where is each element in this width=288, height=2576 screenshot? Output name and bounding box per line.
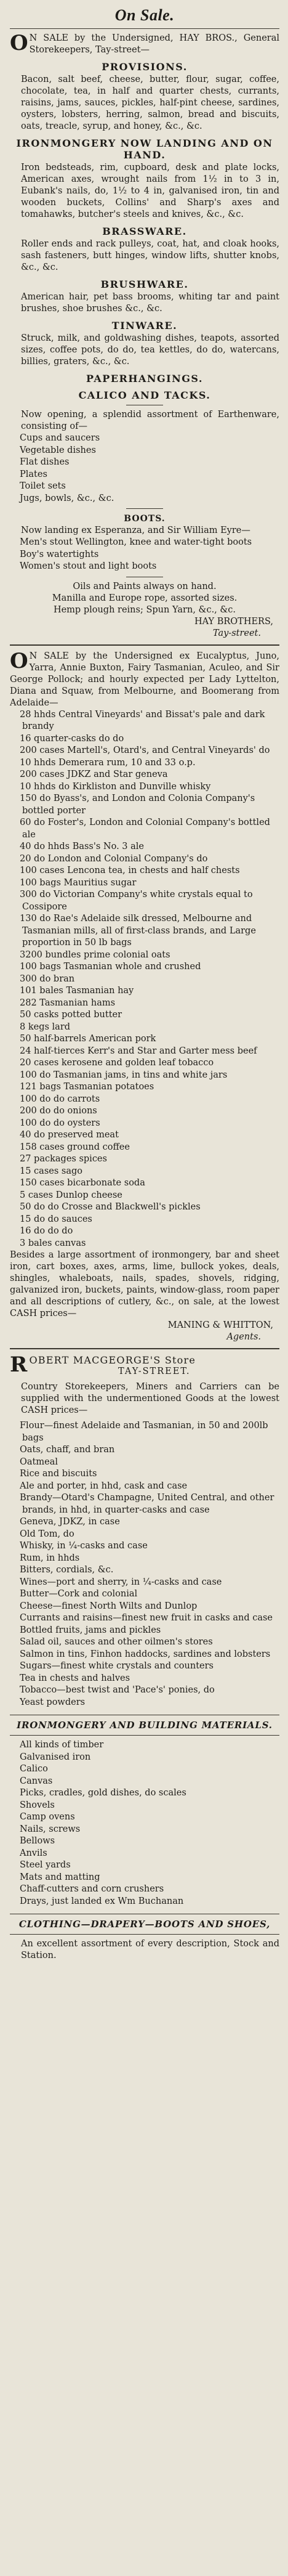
list-item: Currants and raisins—finest new fruit in casks and case — [20, 1613, 273, 1623]
list-item: Oats, chaff, and bran — [20, 1445, 115, 1455]
list-item: Cups and saucers — [20, 433, 100, 443]
paperhangings-heading: PAPERHANGINGS. — [86, 373, 203, 384]
list-item: Camp ovens — [20, 1812, 75, 1822]
list-item: 3200 bundles prime colonial oats — [20, 949, 170, 960]
boots-intro: Now landing ex Esperanza, and Sir William Eyre— — [21, 526, 250, 535]
macgeorge-sub: TAY-STREET. — [118, 1367, 191, 1376]
macgeorge-intro: Country Storekeepers, Miners and Carriers can be supplied with the undermentioned Goods at the lowest CASH prices— — [21, 1382, 279, 1415]
tinware-heading: TINWARE. — [111, 320, 178, 331]
hay-signature-place: Tay-street. — [212, 628, 261, 638]
divider — [10, 644, 279, 646]
list-item: Brandy—Otard's Champagne, United Central, and other brands, in hhd, in quarter-casks and case — [20, 1493, 274, 1515]
list-item: 24 half-tierces Kerr's and Star and Garter mess beef — [20, 1046, 257, 1056]
clothing-body: An excellent assortment of every description, Stock and Station. — [21, 1939, 279, 1960]
list-item: Anvils — [20, 1848, 47, 1858]
list-item: Canvas — [20, 1776, 53, 1786]
ironmongery-heading: IRONMONGERY NOW LANDING AND ON HAND. — [16, 137, 273, 161]
macgeorge-title: ROBERT MACGEORGE'S Store — [10, 1352, 196, 1377]
list-item: Wines—port and sherry, in ¼-casks and case — [20, 1577, 222, 1587]
list-item: 10 hhds Demerara rum, 10 and 33 o.p. — [20, 757, 196, 768]
list-item: 50 do do Crosse and Blackwell's pickles — [20, 1202, 201, 1212]
list-item: 15 do do sauces — [20, 1214, 92, 1224]
list-item: Chaff-cutters and corn crushers — [20, 1884, 164, 1894]
dropcap: R — [10, 1352, 28, 1377]
list-item: 101 bales Tasmanian hay — [20, 986, 134, 996]
maning-goods-list — [10, 709, 279, 1250]
list-item: Plates — [20, 469, 47, 479]
list-item: Women's stout and light boots — [20, 561, 157, 571]
list-item: Rum, in hhds — [20, 1553, 80, 1563]
macgeorge-advert — [10, 1354, 279, 1962]
list-item: Drays, just landed ex Wm Buchanan — [20, 1896, 184, 1906]
divider — [10, 1735, 279, 1736]
provisions-heading: PROVISIONS. — [102, 61, 188, 73]
list-item: Ale and porter, in hhd, cask and case — [20, 1481, 188, 1491]
list-item: 8 kegs lard — [20, 1022, 71, 1032]
provisions-body: Bacon, salt beef, cheese, butter, flour, sugar, coffee, chocolate, tea, in half and quarter chests, currants, raisins, jams, sauces, pickles, half-pint cheese, sardines, oysters, lobsters, herring, salmon, bread and biscuits, oats, treacle, syrup, and honey, &c., &c. — [21, 75, 279, 131]
maning-whitton-advert — [10, 648, 279, 1344]
list-item: 100 cases Lencona tea, in chests and half chests — [20, 866, 240, 876]
list-item: 10 hhds do Kirkliston and Dunville whisky — [20, 781, 211, 792]
list-item: 200 do do onions — [20, 1106, 97, 1116]
hay-bros-advert — [10, 33, 279, 640]
dropcap: O — [10, 31, 28, 55]
maning-intro: O N SALE by the Undersigned ex Eucalyptus, Juno, Yarra, Annie Buxton, Fairy Tasmanian, Aculeo, and Sir George Pollock; and hourly expected per Lady Lyttelton, Diana and Squaw, from Melbourne, and Boomerang from Adelaide— — [10, 648, 279, 708]
list-item: 50 casks potted butter — [20, 1010, 122, 1020]
divider — [10, 1348, 279, 1349]
divider — [10, 1934, 279, 1935]
list-item: Picks, cradles, gold dishes, do scales — [20, 1788, 186, 1798]
hay-signature: HAY BROTHERS, — [194, 616, 273, 627]
ironmongery-building-heading: IRONMONGERY AND BUILDING MATERIALS. — [17, 1720, 273, 1731]
list-item: 150 cases bicarbonate soda — [20, 1178, 145, 1188]
list-item: Bellows — [20, 1836, 55, 1846]
list-item: 50 half-barrels American pork — [20, 1034, 156, 1044]
list-item: 130 do Rae's Adelaide silk dressed, Melbourne and Tasmanian mills, all of first-class brands, and Large proportion in 50 lb bags — [20, 914, 256, 948]
list-item: Mats and matting — [20, 1872, 100, 1882]
brassware-heading: BRASSWARE. — [102, 226, 187, 237]
list-item: Cheese—finest North Wilts and Dunlop — [20, 1601, 198, 1611]
brassware-body: Roller ends and rack pulleys, coat, hat, and cloak hooks, sash fasteners, butt hinges, window lifts, shutter knobs, &c., &c. — [21, 239, 279, 272]
list-item: 300 do bran — [20, 973, 75, 984]
list-item: Bottled fruits, jams and pickles — [20, 1625, 161, 1635]
brushware-heading: BRUSHWARE. — [100, 278, 189, 290]
ironmongery-body: Iron bedsteads, rim, cupboard, desk and plate locks, American axes, wrought nails from 1½ in to 3 in, Eubank's nails, do, 1½ to 4 in, galvanised iron, tin and wooden buckets, Collins' and Sharp's axes and tomahawks, butcher's steels and knives, &c., &c. — [21, 163, 279, 219]
earthenware-list — [10, 433, 279, 505]
divider — [10, 28, 279, 29]
section-masthead: On Sale. — [114, 6, 175, 24]
list-item: Rice and biscuits — [20, 1469, 97, 1479]
boots-list — [10, 537, 279, 573]
list-item: 100 bags Mauritius sugar — [20, 877, 137, 888]
oils-line: Oils and Paints always on hand. — [73, 581, 217, 591]
manila-line: Manilla and Europe rope, assorted sizes. — [52, 593, 238, 603]
list-item: Vegetable dishes — [20, 445, 96, 455]
list-item: 300 do Victorian Company's white crystals equal to Cossipore — [20, 890, 253, 912]
list-item: Old Tom, do — [20, 1529, 74, 1539]
list-item: 5 cases Dunlop cheese — [20, 1190, 122, 1200]
list-item: Toilet sets — [20, 481, 66, 491]
hemp-line: Hemp plough reins; Spun Yarn, &c., &c. — [53, 604, 236, 615]
list-item: 200 cases JDKZ and Star geneva — [20, 770, 168, 779]
short-divider — [126, 508, 163, 509]
list-item: 20 cases kerosene and golden leaf tobacco — [20, 1058, 214, 1068]
maning-closing: Besides a large assortment of ironmongery, bar and sheet iron, cart boxes, axes, arms, lime, bullock yokes, deals, shingles, whaleboats, nails, spades, shovels, ridging, galvanized iron, buckets, paints, window-glass, room paper and all descriptions of cutlery, &c., on sale, at the lowest CASH prices— — [10, 1250, 279, 1318]
calico-heading: CALICO AND TACKS. — [78, 389, 211, 401]
maning-signature: MANING & WHITTON, — [167, 1320, 273, 1330]
list-item: Butter—Cork and colonial — [20, 1589, 138, 1599]
list-item: Galvanised iron — [20, 1752, 91, 1762]
list-item: Yeast powders — [20, 1697, 86, 1707]
list-item: 40 do hhds Bass's No. 3 ale — [20, 842, 144, 851]
list-item: Jugs, bowls, &c., &c. — [20, 493, 114, 503]
list-item: Flat dishes — [20, 457, 70, 467]
brushware-body: American hair, pet bass brooms, whiting tar and paint brushes, shoe brushes &c., &c. — [21, 292, 279, 314]
list-item: 16 do do do — [20, 1226, 73, 1236]
list-item: Tobacco—best twist and 'Pace's' ponies, do — [20, 1685, 215, 1695]
list-item: 20 do London and Colonial Company's do — [20, 853, 208, 864]
list-item: Steel yards — [20, 1860, 71, 1870]
list-item: 100 do do carrots — [20, 1094, 100, 1104]
list-item: 200 cases Martell's, Otard's, and Central Vineyards' do — [20, 746, 270, 755]
list-item: 100 bags Tasmanian whole and crushed — [20, 962, 201, 972]
list-item: Men's stout Wellington, knee and water-tight boots — [20, 537, 252, 547]
list-item: 150 do Byass's, and London and Colonia Company's bottled porter — [20, 794, 255, 816]
list-item: 15 cases sago — [20, 1166, 82, 1176]
list-item: Salmon in tins, Finhon haddocks, sardines and lobsters — [20, 1649, 271, 1659]
list-item: 27 packages spices — [20, 1154, 107, 1164]
list-item: Boy's watertights — [20, 549, 99, 559]
list-item: Oatmeal — [20, 1457, 58, 1467]
hay-intro: O N SALE by the Undersigned, HAY BROS., General Storekeepers, Tay-street— — [10, 31, 279, 55]
list-item: 3 bales canvas — [20, 1238, 86, 1248]
clothing-heading: CLOTHING—DRAPERY—BOOTS AND SHOES, — [18, 1919, 271, 1930]
earthenware-intro: Now opening, a splendid assortment of Earthenware, consisting of— — [21, 410, 279, 431]
list-item: All kinds of timber — [20, 1740, 104, 1750]
list-item: Nails, screws — [20, 1824, 81, 1834]
list-item: Whisky, in ¼-casks and case — [20, 1541, 148, 1551]
list-item: 40 do preserved meat — [20, 1130, 119, 1140]
maning-signature-sub: Agents. — [226, 1332, 261, 1342]
list-item: 282 Tasmanian hams — [20, 997, 116, 1008]
list-item: 100 do Tasmanian jams, in tins and white jars — [20, 1070, 228, 1080]
boots-heading: BOOTS. — [124, 514, 166, 524]
newspaper-column — [6, 0, 282, 1962]
list-item: Flour—finest Adelaide and Tasmanian, in 50 and 200lb bags — [20, 1421, 268, 1443]
list-item: Tea in chests and halves — [20, 1673, 130, 1683]
list-item: Geneva, JDKZ, in case — [20, 1517, 120, 1527]
list-item: 121 bags Tasmanian potatoes — [20, 1082, 154, 1092]
macgeorge-goods-list — [10, 1420, 279, 1709]
list-item: Bitters, cordials, &c. — [20, 1565, 114, 1575]
list-item: 100 do do oysters — [20, 1118, 100, 1128]
list-item: Sugars—finest white crystals and counters — [20, 1661, 214, 1671]
dropcap: O — [10, 648, 28, 673]
list-item: 60 do Foster's, London and Colonial Company's bottled ale — [20, 818, 270, 840]
list-item: Salad oil, sauces and other oilmen's stores — [20, 1637, 213, 1647]
tinware-body: Struck, milk, and goldwashing dishes, teapots, assorted sizes, coffee pots, do do, tea kettles, do do, watercans, billies, graters, &c., &c. — [21, 333, 279, 367]
list-item: Shovels — [20, 1800, 55, 1810]
list-item: Calico — [20, 1764, 48, 1774]
list-item: 158 cases ground coffee — [20, 1142, 130, 1152]
list-item: 16 quarter-casks do do — [20, 733, 124, 744]
building-materials-list — [10, 1739, 279, 1908]
list-item: 28 hhds Central Vineyards' and Bissat's pale and dark brandy — [20, 709, 265, 731]
